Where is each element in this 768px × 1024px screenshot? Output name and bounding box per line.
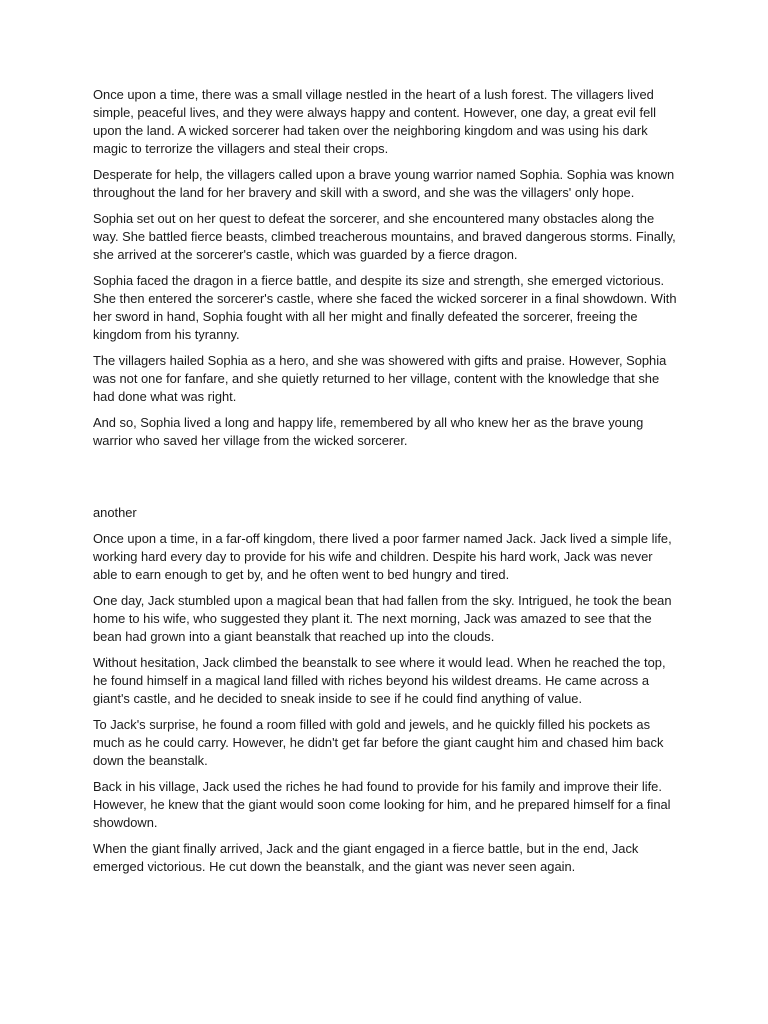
paragraph: Once upon a time, there was a small village nestled in the heart of a lush forest. The villagers lived simple, peaceful lives, and they were always happy and content. However, one day, a great evil fell upon the land. A wicked sorcerer had taken over the neighboring kingdom and was using his dark magic to terrorize the villagers and steal their crops.	[93, 87, 656, 156]
paragraph: When the giant finally arrived, Jack and the giant engaged in a fierce battle, but in the end, Jack emerged victorious. He cut down the beanstalk, and the giant was never seen again.	[93, 841, 639, 874]
paragraph: Sophia faced the dragon in a fierce battle, and despite its size and strength, she emerged victorious. She then entered the sorcerer's castle, where she faced the wicked sorcerer in a final showdown. With her sword in hand, Sophia fought with all her might and finally defeated the sorcerer, freeing the kingdom from his tyranny.	[93, 273, 677, 342]
paragraph: Back in his village, Jack used the riches he had found to provide for his family and improve their life. However, he knew that the giant would soon come looking for him, and he prepared himself for a final showdown.	[93, 779, 671, 830]
paragraph: To Jack's surprise, he found a room filled with gold and jewels, and he quickly filled his pockets as much as he could carry. However, he didn't get far before the giant caught him and chased him back down the beanstalk.	[93, 717, 664, 768]
paragraph: Sophia set out on her quest to defeat the sorcerer, and she encountered many obstacles along the way. She battled fierce beasts, climbed treacherous mountains, and braved dangerous storms. Finally, she arrived at the sorcerer's castle, which was guarded by a fierce dragon.	[93, 211, 676, 262]
paragraph: And so, Sophia lived a long and happy life, remembered by all who knew her as the brave young warrior who saved her village from the wicked sorcerer.	[93, 415, 644, 448]
paragraph: Once upon a time, in a far-off kingdom, there lived a poor farmer named Jack. Jack lived a simple life, working hard every day to provide for his wife and children. Despite his hard work, Jack was never able to earn enough to get by, and he often went to bed hungry and tired.	[93, 531, 672, 582]
paragraph: Without hesitation, Jack climbed the beanstalk to see where it would lead. When he reached the top, he found himself in a magical land filled with riches beyond his wildest dreams. He came across a giant's castle, and he decided to sneak inside to see if he could find anything of value.	[93, 655, 666, 706]
paragraph: Desperate for help, the villagers called upon a brave young warrior named Sophia. Sophia was known throughout the land for her bravery and skill with a sword, and she was the villagers' only hope.	[93, 167, 675, 200]
blank-gap	[93, 458, 678, 504]
separator-label: another	[93, 505, 137, 520]
paragraph: One day, Jack stumbled upon a magical bean that had fallen from the sky. Intrigued, he took the bean home to his wife, who suggested they plant it. The next morning, Jack was amazed to see that the bean had grown into a giant beanstalk that reached up into the clouds.	[93, 593, 672, 644]
paragraph: The villagers hailed Sophia as a hero, and she was showered with gifts and praise. However, Sophia was not one for fanfare, and she quietly returned to her village, content with the knowledge that she had done what was right.	[93, 353, 667, 404]
document-body	[93, 86, 678, 884]
